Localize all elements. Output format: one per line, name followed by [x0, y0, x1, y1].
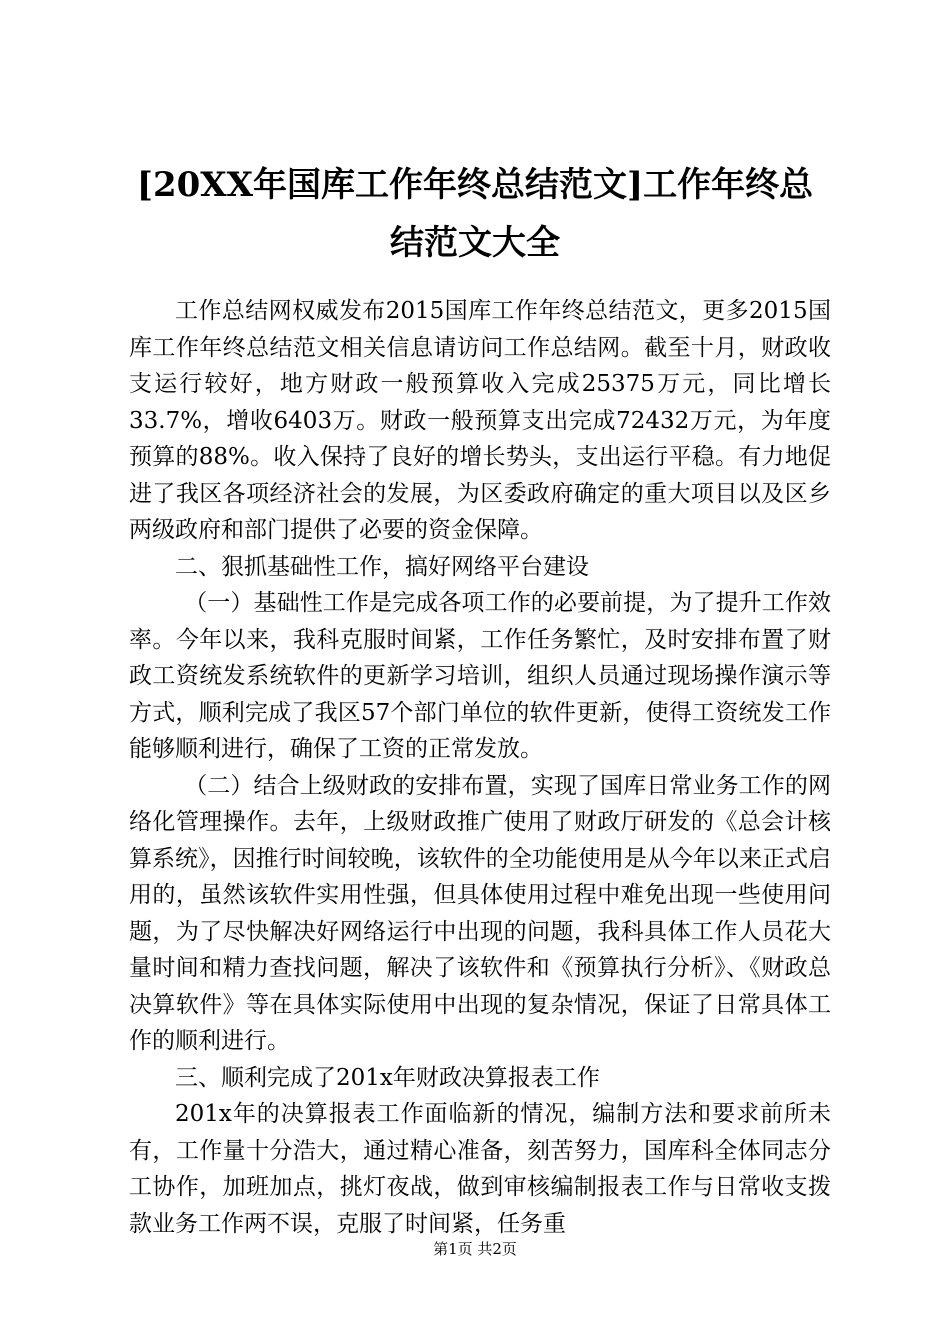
paragraph-3: 201x年的决算报表工作面临新的情况，编制方法和要求前所未有，工作量十分浩大，通过精心准备，刻苦努力，国库科全体同志分工协作，加班加点，挑灯夜战，做到审核编制报表工作与日常收支拨款业务工作两不误，克服了时间紧，任务重 [129, 1101, 831, 1237]
document-title: [20XX年国库工作年终总结范文]工作年终总结范文大全 [136, 165, 814, 263]
document-body [129, 293, 831, 1242]
section-heading-2: 二、狠抓基础性工作，搞好网络平台建设 [175, 553, 589, 580]
paragraph-2-2: （二）结合上级财政的安排布置，实现了国库日常业务工作的网络化管理操作。去年，上级财政推广使用了财政厅研发的《总会计核算系统》，因推行时间较晚，该软件的全功能使用是从今年以来正式启用的，虽然该软件实用性强，但具体使用过程中难免出现一些使用问题，为了尽快解决好网络运行中出现的问题，我科具体工作人员花大量时间和精力查找问题，解决了该软件和《预算执行分析》、《财政总决算软件》等在具体实际使用中出现的复杂情况，保证了日常具体工作的顺利进行。 [129, 772, 831, 1054]
paragraph-2-1: （一）基础性工作是完成各项工作的必要前提，为了提升工作效率。今年以来，我科克服时间紧，工作任务繁忙，及时安排布置了财政工资统发系统软件的更新学习培训，组织人员通过现场操作演示等方式，顺利完成了我区57个部门单位的软件更新，使得工资统发工作能够顺利进行，确保了工资的正常发放。 [129, 590, 831, 762]
paragraph-intro: 工作总结网权威发布2015国库工作年终总结范文，更多2015国库工作年终总结范文相关信息请访问工作总结网。截至十月，财政收支运行较好，地方财政一般预算收入完成25375万元，同比增长33.7%，增收6403万。财政一般预算支出完成72432万元，为年度预算的88%。收入保持了良好的增长势头，支出运行平稳。有力地促进了我区各项经济社会的发展，为区委政府确定的重大项目以及区乡两级政府和部门提供了必要的资金保障。 [129, 298, 831, 543]
page-number-footer: 第1页 共2页 [433, 1240, 517, 1258]
section-heading-3: 三、顺利完成了201x年财政决算报表工作 [175, 1064, 600, 1091]
